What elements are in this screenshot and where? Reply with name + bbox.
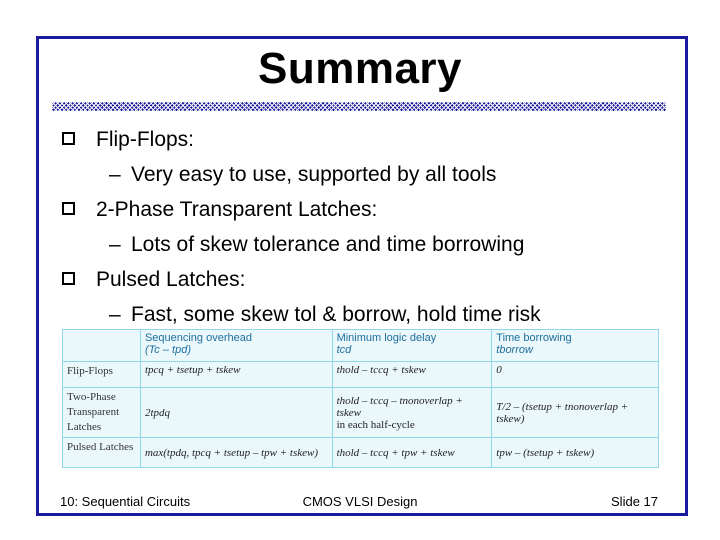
bullet-two-phase-latches (62, 192, 682, 227)
bullet-pulsed-latches (62, 262, 682, 297)
footer-book-title: CMOS VLSI Design (302, 494, 418, 509)
bullet-label: 2-Phase Transparent Latches: (96, 198, 378, 221)
header-minimum-logic-delay (332, 330, 492, 362)
title-divider (52, 102, 666, 111)
slide-title: Summary (257, 44, 463, 93)
header-text: Sequencing overhead (144, 332, 252, 344)
comparison-table (62, 329, 659, 468)
checkbox-bullet-icon (62, 202, 75, 215)
overhead-cell: 2tpdq (140, 388, 332, 438)
checkbox-bullet-icon (62, 132, 75, 145)
header-text: Minimum logic delay (336, 332, 437, 344)
row-label: Two-Phase Transparent Latches (63, 388, 141, 438)
borrow-cell: 0 (492, 362, 659, 388)
overhead-cell: max(tpdq, tpcq + tsetup – tpw + tskew) (140, 438, 332, 468)
row-label: Flip-Flops (63, 362, 141, 388)
sub-bullet (62, 297, 682, 332)
header-subtext: (Tc – tpd) (144, 344, 191, 356)
min-delay-cell: thold – tccq + tpw + tskew (332, 438, 492, 468)
min-delay-note: in each half-cycle (336, 418, 415, 431)
dash-marker: – (109, 163, 121, 186)
header-time-borrowing (492, 330, 659, 362)
footer-slide-number: Slide 17 (611, 494, 658, 509)
sub-bullet-text: Very easy to use, supported by all tools (131, 163, 497, 186)
borrow-cell: tpw – (tsetup + tskew) (492, 438, 659, 468)
checkbox-bullet-icon (62, 272, 75, 285)
bullet-label: Flip-Flops: (96, 128, 195, 151)
min-delay-cell (332, 388, 492, 438)
bullet-label: Pulsed Latches: (96, 268, 246, 291)
header-text: Time borrowing (496, 332, 572, 344)
footer-course-title: 10: Sequential Circuits (60, 494, 191, 509)
table-corner-cell (63, 330, 141, 362)
header-sequencing-overhead (140, 330, 332, 362)
min-delay-formula: thold – tccq – tnonoverlap + tskew (336, 394, 463, 419)
table-header-row (63, 330, 659, 362)
bullet-flip-flops (62, 122, 682, 157)
min-delay-cell: thold – tccq + tskew (332, 362, 492, 388)
row-label: Pulsed Latches (63, 438, 141, 468)
table-row (63, 362, 659, 388)
sub-bullet (62, 227, 682, 262)
borrow-cell: T/2 – (tsetup + tnonoverlap + tskew) (492, 388, 659, 438)
header-subtext: tcd (336, 344, 352, 356)
sub-bullet-text: Fast, some skew tol & borrow, hold time risk (131, 303, 541, 326)
header-subtext: tborrow (496, 344, 533, 356)
dash-marker: – (109, 233, 121, 256)
table-row (63, 438, 659, 468)
table-row (63, 388, 659, 438)
overhead-cell: tpcq + tsetup + tskew (140, 362, 332, 388)
bullet-list (62, 122, 682, 332)
sub-bullet-text: Lots of skew tolerance and time borrowing (131, 233, 525, 256)
sub-bullet (62, 157, 682, 192)
dash-marker: – (109, 303, 121, 326)
